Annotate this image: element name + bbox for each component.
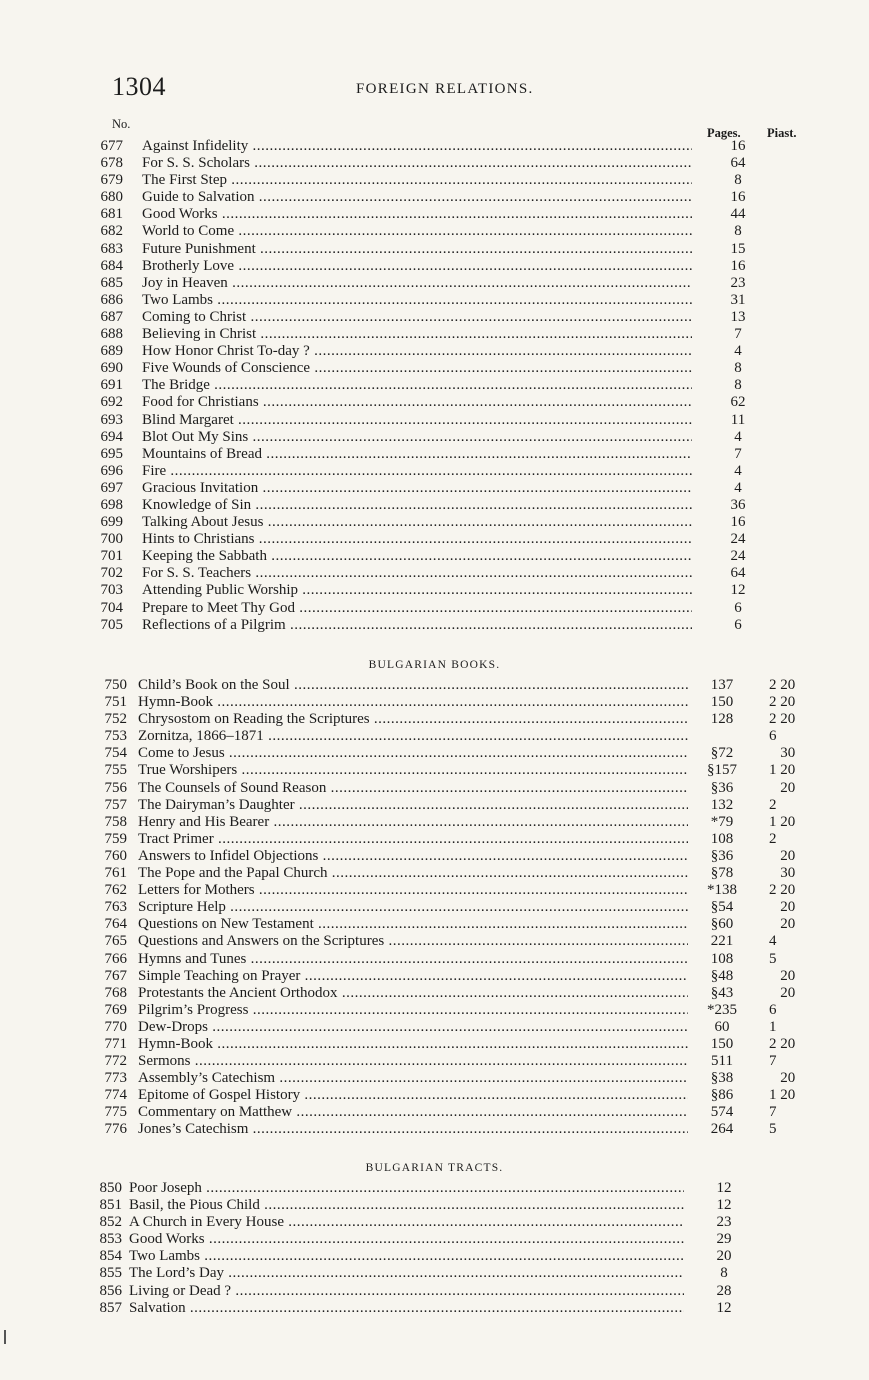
entry-pages: 4 [734, 428, 742, 445]
entry-pages: 36 [730, 496, 746, 513]
entry-title: Basil, the Pious Child ..... [129, 1197, 684, 1214]
entry-pages: §54 [710, 899, 734, 916]
list-item [0, 1214, 869, 1231]
entry-title: The Dairyman’s Daughter ..... [138, 797, 688, 814]
entry-pages: 108 [710, 950, 734, 967]
entry-pages: §60 [710, 916, 734, 933]
list-item [0, 189, 869, 206]
list-item [0, 848, 869, 865]
list-item [0, 1036, 869, 1053]
entry-piast: 30 [769, 745, 796, 762]
list-item [0, 968, 869, 985]
entry-no: 751 [104, 694, 127, 711]
list-item [0, 463, 869, 480]
entry-piast: 6 [769, 1001, 777, 1018]
entry-title: A Church in Every House ..... [129, 1214, 684, 1231]
entry-no: 690 [100, 360, 123, 377]
entry-pages: §36 [710, 779, 734, 796]
entry-pages: §157 [707, 762, 737, 779]
entry-pages: 24 [730, 531, 746, 548]
list-item [0, 360, 869, 377]
entry-no: 856 [99, 1282, 122, 1299]
list-item [0, 275, 869, 292]
entry-no: 698 [100, 496, 123, 513]
entry-title: The Counsels of Sound Reason ..... [138, 780, 688, 797]
list-item [0, 206, 869, 223]
entry-title: Scripture Help ..... [138, 899, 688, 916]
entry-pages: 16 [730, 138, 746, 154]
list-item [0, 831, 869, 848]
entry-pages: §72 [710, 745, 734, 762]
entry-no: 704 [100, 599, 123, 616]
entry-no: 759 [104, 830, 127, 847]
entry-piast: 20 [769, 779, 796, 796]
list-item [0, 745, 869, 762]
entry-no: 775 [104, 1104, 127, 1121]
entry-title: Attending Public Worship ..... [142, 582, 692, 599]
entry-title: Sermons ..... [138, 1053, 688, 1070]
entry-no: 774 [104, 1087, 127, 1104]
entry-no: 762 [104, 882, 127, 899]
section-heading-bulgarian-books: BULGARIAN BOOKS. [368, 659, 501, 671]
entry-piast: 20 [769, 984, 796, 1001]
entry-pages: §86 [710, 1087, 734, 1104]
entry-no: 677 [100, 138, 123, 154]
list-item [0, 780, 869, 797]
column-header-piast: Piast. [767, 126, 797, 140]
list-item [0, 548, 869, 565]
entry-no: 852 [99, 1214, 122, 1231]
running-head: FOREIGN RELATIONS. [356, 81, 534, 97]
entry-piast: 1 20 [769, 813, 796, 830]
entry-title: Five Wounds of Conscience ..... [142, 360, 692, 377]
entry-piast: 20 [769, 916, 796, 933]
list-item [0, 1231, 869, 1248]
entry-pages: *138 [707, 882, 737, 899]
entry-no: 702 [100, 565, 123, 582]
entry-pages: 20 [716, 1248, 732, 1265]
entry-no: 679 [100, 172, 123, 189]
list-item [0, 1070, 869, 1087]
list-item [0, 155, 869, 172]
list-item [0, 309, 869, 326]
entry-no: 761 [104, 865, 127, 882]
entry-pages: 11 [730, 411, 746, 428]
entry-title: Hymns and Tunes ..... [138, 951, 688, 968]
entry-title: Simple Teaching on Prayer ..... [138, 968, 688, 985]
entry-pages: 108 [710, 830, 734, 847]
margin-mark [4, 1330, 6, 1344]
entry-title: Guide to Salvation ..... [142, 189, 692, 206]
entry-no: 700 [100, 531, 123, 548]
entry-pages: 8 [720, 1265, 728, 1282]
entry-pages: 23 [716, 1214, 732, 1231]
list-item [0, 865, 869, 882]
entry-piast: 5 [769, 950, 777, 967]
entry-title: World to Come ..... [142, 223, 692, 240]
column-header-pages: Pages. [707, 126, 741, 140]
entry-title: Pilgrim’s Progress ..... [138, 1002, 688, 1019]
entry-no: 767 [104, 967, 127, 984]
entry-pages: §38 [710, 1070, 734, 1087]
entry-pages: 4 [734, 479, 742, 496]
entry-title: Protestants the Ancient Orthodox ..... [138, 985, 688, 1002]
entry-title: Believing in Christ ..... [142, 326, 692, 343]
entry-no: 768 [104, 984, 127, 1001]
entry-no: 855 [99, 1265, 122, 1282]
entry-title: Prepare to Meet Thy God ..... [142, 600, 692, 617]
entry-pages: 44 [730, 206, 746, 223]
list-item [0, 480, 869, 497]
list-item [0, 582, 869, 599]
list-item [0, 429, 869, 446]
entry-piast: 30 [769, 865, 796, 882]
list-item [0, 241, 869, 258]
entry-title: The First Step ..... [142, 172, 692, 189]
entry-pages: 28 [716, 1282, 732, 1299]
entry-title: The Lord’s Day ..... [129, 1265, 684, 1282]
entry-title: Hymn-Book ..... [138, 1036, 688, 1053]
entry-title: Epitome of Gospel History ..... [138, 1087, 688, 1104]
entry-pages: 12 [716, 1299, 732, 1316]
list-item [0, 1265, 869, 1282]
entry-pages: 221 [710, 933, 734, 950]
entry-piast: 20 [769, 899, 796, 916]
entry-pages: 6 [734, 599, 742, 616]
entry-title: Chrysostom on Reading the Scriptures ..... [138, 711, 688, 728]
entry-title: Good Works ..... [142, 206, 692, 223]
entry-no: 697 [100, 479, 123, 496]
list-item [0, 1087, 869, 1104]
list-item [0, 138, 869, 155]
bulgarian-tracts-list [0, 1180, 869, 1317]
entry-piast: 5 [769, 1121, 777, 1138]
entry-no: 703 [100, 582, 123, 599]
entry-pages: 128 [710, 711, 734, 728]
entry-title: Blind Margaret ..... [142, 412, 692, 429]
list-item [0, 1248, 869, 1265]
entry-no: 850 [99, 1180, 122, 1196]
entry-no: 773 [104, 1070, 127, 1087]
bulgarian-books-list [0, 677, 869, 1139]
entry-no: 756 [104, 779, 127, 796]
list-item [0, 394, 869, 411]
entry-no: 757 [104, 796, 127, 813]
page-header [0, 72, 869, 102]
list-item [0, 1300, 869, 1317]
entry-title: Questions on New Testament ..... [138, 916, 688, 933]
entry-no: 684 [100, 257, 123, 274]
entry-pages: 8 [734, 360, 742, 377]
entry-pages: *235 [707, 1001, 737, 1018]
list-item [0, 933, 869, 950]
entry-piast: 2 20 [769, 694, 796, 711]
list-item [0, 814, 869, 831]
entry-pages: 29 [716, 1231, 732, 1248]
list-item [0, 694, 869, 711]
entry-pages: 8 [734, 377, 742, 394]
entry-piast: 2 [769, 830, 777, 847]
entry-title: The Bridge ..... [142, 377, 692, 394]
list-item [0, 728, 869, 745]
entry-title: Questions and Answers on the Scriptures ..... [138, 933, 688, 950]
entry-no: 699 [100, 514, 123, 531]
entry-piast: 7 [769, 1104, 777, 1121]
entry-pages: 7 [734, 326, 742, 343]
entry-pages: §36 [710, 847, 734, 864]
entry-no: 692 [100, 394, 123, 411]
list-item [0, 343, 869, 360]
entry-no: 685 [100, 274, 123, 291]
entry-title: Mountains of Bread ..... [142, 446, 692, 463]
entry-title: Coming to Christ ..... [142, 309, 692, 326]
entry-title: Henry and His Bearer ..... [138, 814, 688, 831]
list-item [0, 677, 869, 694]
entry-title: Blot Out My Sins ..... [142, 429, 692, 446]
entry-title: Food for Christians ..... [142, 394, 692, 411]
entry-pages: 8 [734, 223, 742, 240]
entry-no: 686 [100, 291, 123, 308]
entry-title: Keeping the Sabbath ..... [142, 548, 692, 565]
entry-title: Two Lambs ..... [129, 1248, 684, 1265]
entry-no: 854 [99, 1248, 122, 1265]
list-item [0, 292, 869, 309]
entry-title: Dew-Drops ..... [138, 1019, 688, 1036]
entry-title: Reflections of a Pilgrim ..... [142, 617, 692, 634]
entry-no: 678 [100, 155, 123, 172]
entry-title: Tract Primer ..... [138, 831, 688, 848]
list-item [0, 916, 869, 933]
entry-no: 688 [100, 326, 123, 343]
entry-title: Hymn-Book ..... [138, 694, 688, 711]
entry-piast: 1 20 [769, 1087, 796, 1104]
entry-title: Commentary on Matthew ..... [138, 1104, 688, 1121]
entry-title: Against Infidelity ..... [142, 138, 692, 155]
entry-no: 681 [100, 206, 123, 223]
list-item [0, 882, 869, 899]
entry-no: 687 [100, 308, 123, 325]
entry-no: 750 [104, 677, 127, 693]
entry-pages: 132 [710, 796, 734, 813]
entry-title: Hints to Christians ..... [142, 531, 692, 548]
entry-pages: 511 [711, 1053, 733, 1070]
entry-no: 764 [104, 916, 127, 933]
list-item [0, 1180, 869, 1197]
entry-piast: 1 20 [769, 762, 796, 779]
entry-pages: 137 [710, 677, 734, 693]
entry-no: 763 [104, 899, 127, 916]
list-item [0, 1104, 869, 1121]
entry-piast: 7 [769, 1053, 777, 1070]
list-item [0, 1121, 869, 1138]
entry-no: 851 [99, 1197, 122, 1214]
list-item [0, 1002, 869, 1019]
entry-pages: 4 [734, 343, 742, 360]
list-item [0, 600, 869, 617]
entry-title: Letters for Mothers ..... [138, 882, 688, 899]
entry-title: For S. S. Teachers ..... [142, 565, 692, 582]
entry-pages: 13 [730, 308, 746, 325]
list-item [0, 1053, 869, 1070]
entry-pages: 60 [714, 1018, 730, 1035]
entry-title: Child’s Book on the Soul ..... [138, 677, 688, 694]
entry-no: 696 [100, 462, 123, 479]
entry-piast: 2 20 [769, 677, 796, 693]
entry-pages: 150 [710, 694, 734, 711]
list-item [0, 531, 869, 548]
entry-no: 695 [100, 445, 123, 462]
list-item [0, 377, 869, 394]
entry-piast: 20 [769, 1070, 796, 1087]
list-item [0, 1197, 869, 1214]
entry-no: 770 [104, 1018, 127, 1035]
entry-title: Come to Jesus ..... [138, 745, 688, 762]
entry-title: Salvation ..... [129, 1300, 684, 1317]
entry-pages: 64 [730, 565, 746, 582]
list-item [0, 326, 869, 343]
entry-no: 771 [104, 1035, 127, 1052]
entry-no: 694 [100, 428, 123, 445]
entry-title: For S. S. Scholars ..... [142, 155, 692, 172]
entry-no: 769 [104, 1001, 127, 1018]
entry-pages: 12 [716, 1197, 732, 1214]
entry-title: True Worshipers ..... [138, 762, 688, 779]
entry-no: 772 [104, 1053, 127, 1070]
entry-no: 689 [100, 343, 123, 360]
entry-pages: 12 [716, 1180, 732, 1196]
entry-no: 753 [104, 728, 127, 745]
entry-title: Future Punishment ..... [142, 241, 692, 258]
entry-no: 755 [104, 762, 127, 779]
entry-title: Answers to Infidel Objections ..... [138, 848, 688, 865]
entry-title: Assembly’s Catechism ..... [138, 1070, 688, 1087]
entry-piast: 2 20 [769, 1035, 796, 1052]
list-item [0, 985, 869, 1002]
entry-piast: 2 20 [769, 711, 796, 728]
entry-pages: 8 [734, 172, 742, 189]
entry-no: 682 [100, 223, 123, 240]
list-item [0, 223, 869, 240]
entry-no: 701 [100, 548, 123, 565]
entry-title: How Honor Christ To-day ? ..... [142, 343, 692, 360]
entry-title: The Pope and the Papal Church ..... [138, 865, 688, 882]
entry-no: 693 [100, 411, 123, 428]
entry-title: Zornitza, 1866–1871 ..... [138, 728, 688, 745]
entry-title: Knowledge of Sin ..... [142, 497, 692, 514]
entry-pages: 16 [730, 257, 746, 274]
entry-pages: 7 [734, 445, 742, 462]
entry-no: 760 [104, 847, 127, 864]
entry-pages: 64 [730, 155, 746, 172]
entry-pages: §43 [710, 984, 734, 1001]
entry-title: Fire ..... [142, 463, 692, 480]
entry-title: Good Works ..... [129, 1231, 684, 1248]
entry-piast: 1 [769, 1018, 777, 1035]
tract-list [0, 138, 869, 634]
entry-pages: 264 [710, 1121, 734, 1138]
entry-no: 857 [99, 1299, 122, 1316]
entry-no: 705 [100, 616, 123, 633]
entry-pages: 16 [730, 514, 746, 531]
entry-piast: 6 [769, 728, 777, 745]
entry-no: 680 [100, 189, 123, 206]
entry-pages: 24 [730, 548, 746, 565]
entry-pages: §78 [710, 865, 734, 882]
entry-pages: 62 [730, 394, 746, 411]
entry-pages: 23 [730, 274, 746, 291]
entry-pages: 15 [730, 240, 746, 257]
list-item [0, 617, 869, 634]
list-item [0, 565, 869, 582]
entry-piast: 2 20 [769, 882, 796, 899]
list-item [0, 797, 869, 814]
list-item [0, 899, 869, 916]
entry-title: Jones’s Catechism ..... [138, 1121, 688, 1138]
list-item [0, 1283, 869, 1300]
entry-no: 754 [104, 745, 127, 762]
entry-title: Talking About Jesus ..... [142, 514, 692, 531]
entry-title: Two Lambs ..... [142, 292, 692, 309]
list-item [0, 514, 869, 531]
entry-pages: 31 [730, 291, 746, 308]
entry-no: 766 [104, 950, 127, 967]
entry-no: 758 [104, 813, 127, 830]
entry-pages: 12 [730, 582, 746, 599]
section-heading-bulgarian-tracts: BULGARIAN TRACTS. [365, 1162, 504, 1174]
list-item [0, 951, 869, 968]
page-number: 1304 [112, 72, 166, 101]
entry-pages: *79 [710, 813, 734, 830]
entry-piast: 20 [769, 967, 796, 984]
entry-no: 691 [100, 377, 123, 394]
entry-no: 853 [99, 1231, 122, 1248]
entry-no: 683 [100, 240, 123, 257]
entry-title: Joy in Heaven ..... [142, 275, 692, 292]
entry-pages: 574 [710, 1104, 734, 1121]
entry-piast: 4 [769, 933, 777, 950]
list-item [0, 1019, 869, 1036]
list-item [0, 762, 869, 779]
list-item [0, 497, 869, 514]
entry-pages: §48 [710, 967, 734, 984]
entry-title: Gracious Invitation ..... [142, 480, 692, 497]
list-item [0, 172, 869, 189]
entry-pages: 16 [730, 189, 746, 206]
entry-no: 765 [104, 933, 127, 950]
entry-pages: 4 [734, 462, 742, 479]
entry-piast: 20 [769, 847, 796, 864]
entry-piast: 2 [769, 796, 777, 813]
entry-title: Brotherly Love ..... [142, 258, 692, 275]
column-header-no: No. [112, 117, 131, 131]
entry-no: 752 [104, 711, 127, 728]
list-item [0, 412, 869, 429]
entry-title: Living or Dead ? ..... [129, 1283, 684, 1300]
list-item [0, 258, 869, 275]
entry-title: Poor Joseph ..... [129, 1180, 684, 1197]
entry-no: 776 [104, 1121, 127, 1138]
list-item [0, 711, 869, 728]
entry-pages: 6 [734, 616, 742, 633]
entry-pages: 150 [710, 1035, 734, 1052]
list-item [0, 446, 869, 463]
